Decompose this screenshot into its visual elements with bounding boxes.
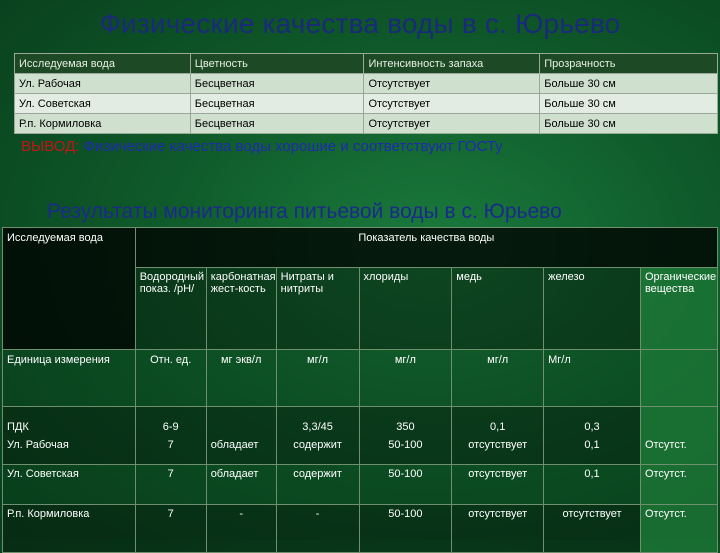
param-header: Нитраты и нитриты bbox=[276, 268, 359, 350]
pdk-value bbox=[645, 418, 717, 436]
pdk-value bbox=[211, 418, 276, 436]
column-header: Интенсивность запаха bbox=[364, 54, 540, 74]
page-title: Физические качества воды в с. Юрьево bbox=[99, 8, 621, 39]
measured-value: Отсутст. bbox=[644, 438, 687, 451]
param-header: Органические вещества bbox=[640, 268, 717, 350]
location-label: Ул. Советская bbox=[3, 465, 136, 505]
table-row bbox=[15, 74, 718, 94]
measured-value: 50-100 bbox=[388, 438, 423, 451]
units-row bbox=[3, 350, 718, 407]
table-cell bbox=[640, 407, 717, 465]
table-cell: Ул. Советская bbox=[15, 94, 191, 114]
measured-value: 0,1 bbox=[584, 438, 600, 451]
pdk-value: 0,1 bbox=[490, 420, 506, 433]
row-label: Единица измерения bbox=[3, 350, 136, 407]
table-cell: Мг/л bbox=[544, 350, 641, 407]
table-cell: отсутствует bbox=[452, 465, 544, 505]
column-header: Цветность bbox=[190, 54, 364, 74]
location-label: Р.п. Кормиловка bbox=[3, 505, 136, 553]
row-label bbox=[3, 407, 136, 465]
table-cell: Больше 30 см bbox=[540, 114, 718, 134]
measured-value: обладает bbox=[210, 438, 259, 451]
table-cell bbox=[276, 407, 359, 465]
column-header: Исследуемая вода bbox=[15, 54, 191, 74]
table-row bbox=[3, 407, 718, 465]
conclusion-text bbox=[21, 138, 503, 155]
pdk-value: 350 bbox=[396, 420, 415, 433]
pdk-label: ПДК bbox=[7, 420, 29, 433]
table-cell: Больше 30 см bbox=[540, 94, 718, 114]
table-cell: мг/л bbox=[276, 350, 359, 407]
param-header: медь bbox=[452, 268, 544, 350]
table-cell: Бесцветная bbox=[190, 94, 364, 114]
table-cell: 50-100 bbox=[359, 505, 452, 553]
table-cell bbox=[359, 407, 452, 465]
table-cell: - bbox=[276, 505, 359, 553]
table-cell: мг/л bbox=[452, 350, 544, 407]
table-header-row bbox=[15, 54, 718, 74]
table-cell: Отсутствует bbox=[364, 114, 540, 134]
table-cell: 50-100 bbox=[359, 465, 452, 505]
table-cell: Бесцветная bbox=[190, 74, 364, 94]
table-header-row bbox=[3, 228, 718, 268]
table-cell: Отсутст. bbox=[640, 505, 717, 553]
table-cell: мг экв/л bbox=[206, 350, 276, 407]
table-cell: обладает bbox=[206, 465, 276, 505]
param-header: железо bbox=[544, 268, 641, 350]
table-cell: Ул. Рабочая bbox=[15, 74, 191, 94]
table-cell: 7 bbox=[135, 465, 206, 505]
table-cell: Отсутствует bbox=[364, 74, 540, 94]
table-cell: мг/л bbox=[359, 350, 452, 407]
location-label: Ул. Рабочая bbox=[7, 438, 69, 451]
conclusion-label: ВЫВОД: bbox=[21, 138, 80, 155]
table-cell: Больше 30 см bbox=[540, 74, 718, 94]
param-header: Водородный показ. /рН/ bbox=[135, 268, 206, 350]
pdk-value: 0,3 bbox=[584, 420, 600, 433]
corner-header: Исследуемая вода bbox=[3, 228, 136, 350]
table-cell: - bbox=[206, 505, 276, 553]
table-row bbox=[15, 114, 718, 134]
table-row bbox=[3, 465, 718, 505]
table-cell: содержит bbox=[276, 465, 359, 505]
table-cell bbox=[135, 407, 206, 465]
pdk-value: 3,3/45 bbox=[302, 420, 333, 433]
group-header: Показатель качества воды bbox=[135, 228, 717, 268]
monitoring-table bbox=[2, 227, 718, 553]
column-header: Прозрачность bbox=[540, 54, 718, 74]
table-cell: Отсутст. bbox=[640, 465, 717, 505]
table-cell: 0,1 bbox=[544, 465, 641, 505]
table-cell bbox=[640, 350, 717, 407]
pdk-value: 6-9 bbox=[162, 420, 179, 433]
table-cell: отсутствует bbox=[544, 505, 641, 553]
table-cell bbox=[206, 407, 276, 465]
param-header: хлориды bbox=[359, 268, 452, 350]
table-cell: Отн. ед. bbox=[135, 350, 206, 407]
section-title: Результаты мониторинга питьевой воды в с. Юрьево bbox=[47, 200, 562, 223]
table-cell: Отсутствует bbox=[364, 94, 540, 114]
measured-value: содержит bbox=[293, 438, 342, 451]
table-cell: 7 bbox=[135, 505, 206, 553]
table-cell bbox=[452, 407, 544, 465]
measured-value: 7 bbox=[167, 438, 174, 451]
table-row bbox=[15, 94, 718, 114]
measured-value: отсутствует bbox=[468, 438, 528, 451]
table-cell: Р.п. Кормиловка bbox=[15, 114, 191, 134]
table-cell: Бесцветная bbox=[190, 114, 364, 134]
conclusion-body: Физические качества воды хорошие и соответствуют ГОСТу bbox=[79, 138, 503, 155]
table-row bbox=[3, 505, 718, 553]
table-cell bbox=[544, 407, 641, 465]
physical-qualities-table bbox=[14, 53, 718, 134]
table-cell: отсутствует bbox=[452, 505, 544, 553]
param-header: карбонатная жест-кость bbox=[206, 268, 276, 350]
